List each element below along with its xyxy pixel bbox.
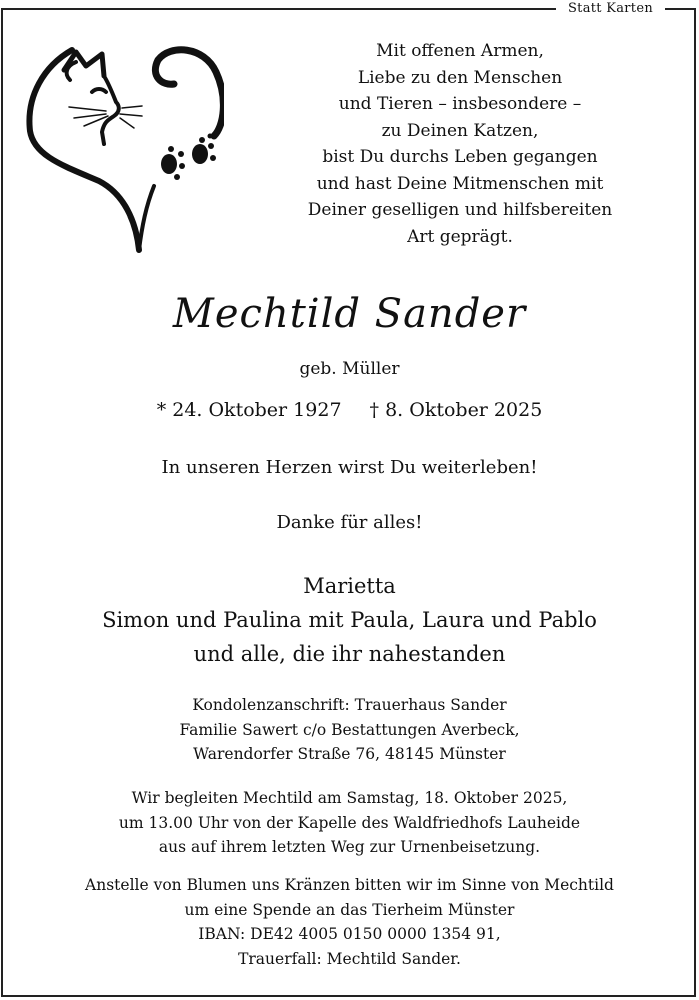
maiden-name: geb. Müller — [299, 359, 400, 379]
deceased-name: Mechtild Sander — [172, 291, 527, 337]
poem-line: und hast Deine Mitmenschen mit — [316, 173, 604, 194]
poem-line: und Tieren – insbesondere – — [338, 94, 582, 114]
family-list — [0, 569, 699, 671]
condolence-line: Familie Sawert c/o Bestattungen Averbeck, — [179, 720, 520, 739]
donation-line: Trauerfall: Mechtild Sander. — [238, 949, 461, 968]
poem-line: Liebe zu den Menschen — [357, 67, 563, 88]
poem-line: zu Deinen Katzen, — [381, 120, 539, 141]
death-date: † 8. Oktober 2025 — [369, 399, 543, 421]
poem — [250, 38, 670, 250]
family-line: Marietta — [303, 574, 396, 598]
poem-line: Mit offenen Armen, — [376, 41, 544, 61]
ceremony-line: um 13.00 Uhr von der Kapelle des Waldfriedhofs Lauheide — [118, 813, 581, 832]
birth-date: * 24. Oktober 1927 — [156, 399, 342, 421]
life-dates — [0, 397, 699, 423]
condolence-line: Kondolenzanschrift: Trauerhaus Sander — [192, 696, 507, 714]
header-label: Statt Karten — [556, 0, 665, 17]
poem-line: Deiner geselligen und hilfsbereiten — [307, 200, 613, 220]
cat-heart-with-paws-icon — [24, 36, 224, 254]
donation-line: Anstelle von Blumen uns Kränzen bitten wir im Sinne von Mechtild — [85, 876, 614, 894]
farewell-text: In unseren Herzen wirst Du weiterleben! — [161, 457, 538, 478]
poem-line: bist Du durchs Leben gegangen — [322, 147, 598, 167]
condolence-address — [0, 693, 699, 767]
thanks-text: Danke für alles! — [276, 512, 423, 533]
family-line: und alle, die ihr nahestanden — [193, 642, 506, 666]
iban-line: IBAN: DE42 4005 0150 0000 1354 91, — [198, 925, 501, 943]
ceremony-line: aus auf ihrem letzten Weg zur Urnenbeisetzung. — [158, 838, 541, 856]
condolence-line: Warendorfer Straße 76, 48145 Münster — [193, 745, 506, 763]
ceremony-line: Wir begleiten Mechtild am Samstag, 18. Oktober 2025, — [131, 789, 568, 807]
donation-line: um eine Spende an das Tierheim Münster — [184, 900, 515, 919]
poem-line: Art geprägt. — [407, 226, 513, 247]
ceremony-info — [0, 786, 699, 860]
donation-info — [0, 873, 699, 971]
family-line: Simon und Paulina mit Paula, Laura und Pablo — [102, 608, 597, 632]
